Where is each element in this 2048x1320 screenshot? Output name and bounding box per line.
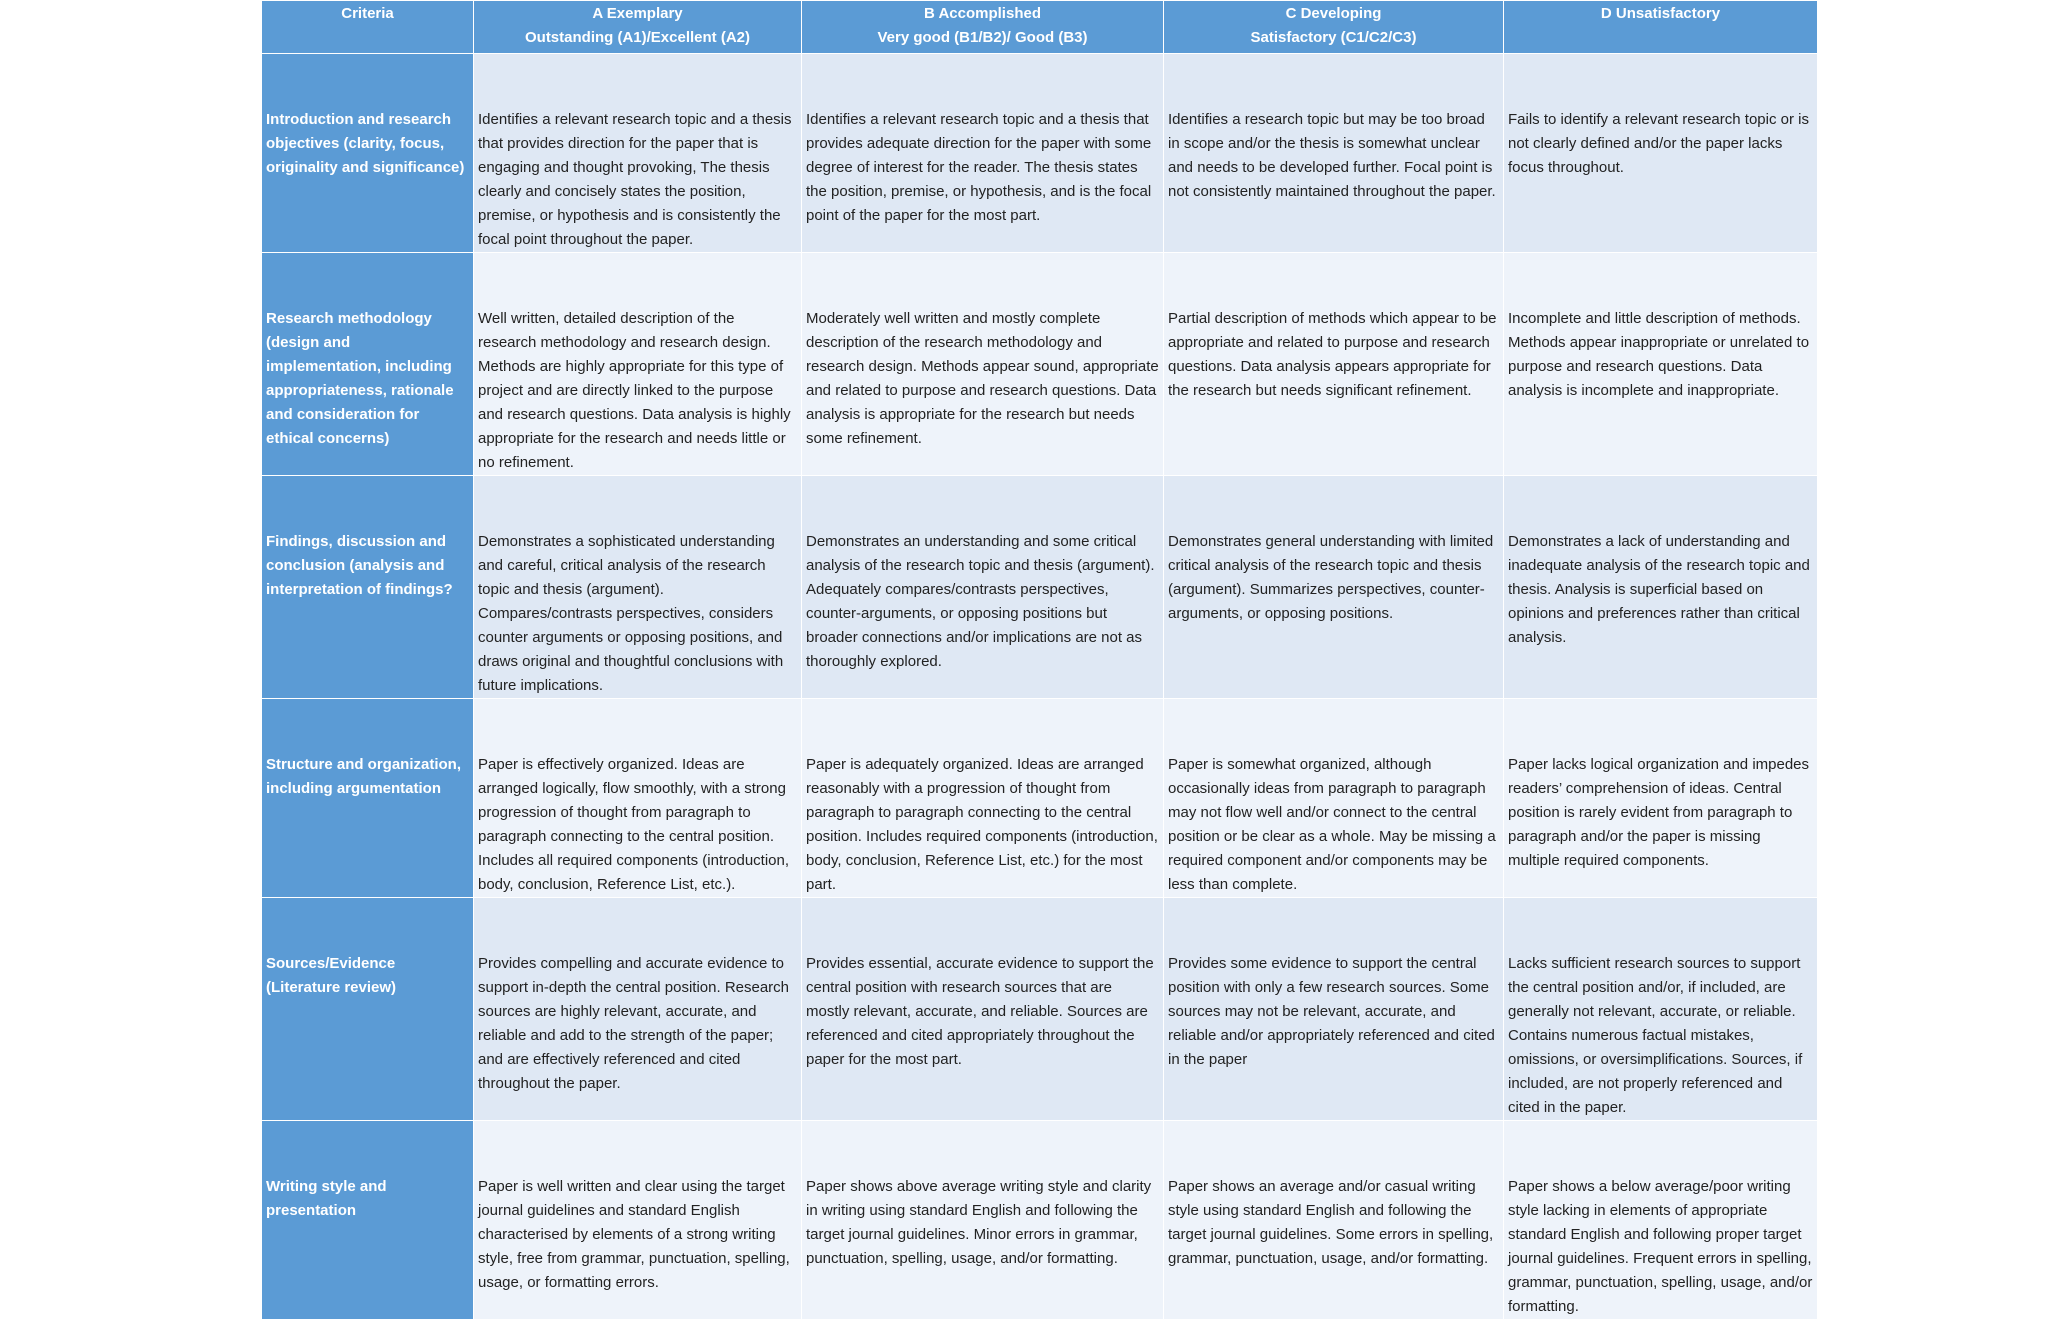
criteria-text: Findings, discussion and conclusion (analysis and interpretation of findings?: [266, 533, 453, 598]
header-c-line2: Satisfactory (C1/C2/C3): [1250, 29, 1417, 46]
level-d-text: Paper shows a below average/poor writing style lacking in elements of appropriate standard English and following proper target journal guidelines. Frequent errors in spelling, grammar, punctuation, spelling, usage, and/or formatting.: [1508, 1178, 1813, 1315]
header-a-line1: A Exemplary: [592, 5, 683, 22]
criteria-cell: [262, 54, 474, 253]
level-c-cell: [1164, 699, 1504, 898]
level-a-cell: [474, 699, 802, 898]
header-b-line1: B Accomplished: [924, 5, 1041, 22]
level-c-cell: [1164, 898, 1504, 1121]
level-c-cell: [1164, 1121, 1504, 1320]
level-a-cell: [474, 1121, 802, 1320]
level-a-cell: [474, 476, 802, 699]
level-b-text: Paper is adequately organized. Ideas are arranged reasonably with a progression of thought from paragraph to paragraph connecting to the central position. Includes required components (introduction, body, conclusion, Reference List, etc.) for the most part.: [806, 756, 1158, 893]
level-b-text: Provides essential, accurate evidence to support the central position with research sources that are mostly relevant, accurate, and reliable. Sources are referenced and cited appropriately throughout the paper for the most part.: [806, 955, 1154, 1068]
header-row: [262, 1, 1818, 54]
header-b-line2: Very good (B1/B2)/ Good (B3): [877, 29, 1088, 46]
rubric-header: [262, 1, 1818, 54]
level-b-text: Identifies a relevant research topic and a thesis that provides adequate direction for the paper with some degree of interest for the reader. The thesis states the position, premise, or hypothesis, and is the focal point of the paper for the most part.: [806, 111, 1152, 224]
level-c-cell: [1164, 54, 1504, 253]
level-a-text: Well written, detailed description of the research methodology and research design. Methods are highly appropriate for this type of project and are directly linked to the purpose and research questions. Data analysis is highly appropriate for the research and needs little or no refinement.: [478, 310, 791, 471]
table-row: [262, 54, 1818, 253]
level-c-text: Demonstrates general understanding with limited critical analysis of the research topic and thesis (argument). Summarizes perspectives, counter-arguments, or opposing positions.: [1168, 533, 1494, 622]
level-b-cell: [802, 54, 1164, 253]
level-a-text: Paper is well written and clear using the target journal guidelines and standard English characterised by elements of a strong writing style, free from grammar, punctuation, spelling, usage, or formatting errors.: [478, 1178, 790, 1291]
level-c-text: Partial description of methods which appear to be appropriate and related to purpose and research questions. Data analysis appears appropriate for the research but needs significant refinement.: [1168, 310, 1497, 399]
rubric-body: [262, 54, 1818, 1320]
header-c-developing: [1164, 1, 1504, 54]
criteria-cell: [262, 1121, 474, 1320]
level-a-text: Provides compelling and accurate evidence to support in-depth the central position. Research sources are highly relevant, accurate, and reliable and add to the strength of the paper; and are effectively referenced and cited throughout the paper.: [478, 955, 790, 1092]
header-criteria: [262, 1, 474, 54]
header-d-line1: D Unsatisfactory: [1600, 5, 1721, 22]
level-d-text: Fails to identify a relevant research topic or is not clearly defined and/or the paper lacks focus throughout.: [1508, 111, 1809, 176]
header-a-line2: Outstanding (A1)/Excellent (A2): [524, 29, 751, 46]
table-row: [262, 699, 1818, 898]
criteria-cell: [262, 898, 474, 1121]
level-d-cell: [1504, 898, 1818, 1121]
level-d-cell: [1504, 699, 1818, 898]
level-c-cell: [1164, 476, 1504, 699]
level-d-cell: [1504, 54, 1818, 253]
criteria-cell: [262, 699, 474, 898]
level-a-text: Identifies a relevant research topic and a thesis that provides direction for the paper that is engaging and thought provoking, The thesis clearly and concisely states the position, premise, or hypothesis and is consistently the focal point throughout the paper.: [478, 111, 792, 248]
level-c-text: Paper shows an average and/or casual writing style using standard English and following the target journal guidelines. Some errors in spelling, grammar, punctuation, usage, and/or formatting.: [1168, 1178, 1494, 1267]
header-c-line1: C Developing: [1285, 5, 1382, 22]
table-row: [262, 253, 1818, 476]
level-c-text: Provides some evidence to support the central position with only a few research sources. Some sources may not be relevant, accurate, and reliable and/or appropriately referenced and cited in the paper: [1168, 955, 1495, 1068]
table-row: [262, 476, 1818, 699]
level-c-text: Identifies a research topic but may be too broad in scope and/or the thesis is somewhat unclear and needs to be developed further. Focal point is not consistently maintained throughout the paper.: [1168, 111, 1496, 200]
criteria-text: Structure and organization, including argumentation: [266, 756, 462, 797]
level-b-text: Demonstrates an understanding and some critical analysis of the research topic and thesis (argument). Adequately compares/contrasts perspectives, counter-arguments, or opposing positions but broader connections and/or implications are not as thoroughly explored.: [806, 533, 1155, 670]
header-a-exemplary: [474, 1, 802, 54]
criteria-text: Sources/Evidence (Literature review): [266, 955, 397, 996]
criteria-cell: [262, 476, 474, 699]
criteria-text: Writing style and presentation: [266, 1178, 387, 1219]
level-a-text: Paper is effectively organized. Ideas are arranged logically, flow smoothly, with a strong progression of thought from paragraph to paragraph connecting to the central position. Includes all required components (introduction, body, conclusion, Reference List, etc.).: [478, 756, 790, 893]
level-d-text: Incomplete and little description of methods. Methods appear inappropriate or unrelated to purpose and research questions. Data analysis is incomplete and inappropriate.: [1508, 310, 1810, 399]
level-d-cell: [1504, 1121, 1818, 1320]
level-a-cell: [474, 253, 802, 476]
table-row: [262, 898, 1818, 1121]
criteria-cell: [262, 253, 474, 476]
header-b-accomplished: [802, 1, 1164, 54]
criteria-text: Research methodology (design and implementation, including appropriateness, rationale and consideration for ethical concerns): [266, 310, 454, 447]
level-b-cell: [802, 1121, 1164, 1320]
level-b-cell: [802, 253, 1164, 476]
header-d-unsatisfactory: [1504, 1, 1818, 54]
level-d-cell: [1504, 476, 1818, 699]
level-d-text: Lacks sufficient research sources to support the central position and/or, if included, are generally not relevant, accurate, or reliable. Contains numerous factual mistakes, omissions, or oversimplifications. Sources, if included, are not properly referenced and cited in the paper.: [1508, 955, 1803, 1116]
level-d-text: Paper lacks logical organization and impedes readers’ comprehension of ideas. Central position is rarely evident from paragraph to paragraph and/or the paper is missing multiple required components.: [1508, 756, 1810, 869]
level-b-cell: [802, 699, 1164, 898]
level-b-text: Moderately well written and mostly complete description of the research methodology and research design. Methods appear sound, appropriate and related to purpose and research questions. Data analysis is appropriate for the research but needs some refinement.: [806, 310, 1159, 447]
criteria-text: Introduction and research objectives (clarity, focus, originality and significance): [266, 111, 465, 176]
header-criteria-line1: Criteria: [341, 5, 394, 22]
level-b-text: Paper shows above average writing style and clarity in writing using standard English and following the target journal guidelines. Minor errors in grammar, punctuation, spelling, usage, and/or formatting.: [806, 1178, 1152, 1267]
level-a-cell: [474, 54, 802, 253]
level-d-text: Demonstrates a lack of understanding and inadequate analysis of the research topic and thesis. Analysis is superficial based on opinions and preferences rather than critical analysis.: [1508, 533, 1810, 646]
level-d-cell: [1504, 253, 1818, 476]
rubric-table: [261, 0, 1818, 1320]
level-c-cell: [1164, 253, 1504, 476]
level-b-cell: [802, 476, 1164, 699]
level-a-cell: [474, 898, 802, 1121]
level-a-text: Demonstrates a sophisticated understanding and careful, critical analysis of the research topic and thesis (argument). Compares/contrasts perspectives, considers counter arguments or opposing positions, and draws original and thoughtful conclusions with future implications.: [478, 533, 784, 694]
table-row: [262, 1121, 1818, 1320]
level-b-cell: [802, 898, 1164, 1121]
level-c-text: Paper is somewhat organized, although occasionally ideas from paragraph to paragraph may not flow well and/or connect to the central position or be clear as a whole. May be missing a required component and/or components may be less than complete.: [1168, 756, 1496, 893]
